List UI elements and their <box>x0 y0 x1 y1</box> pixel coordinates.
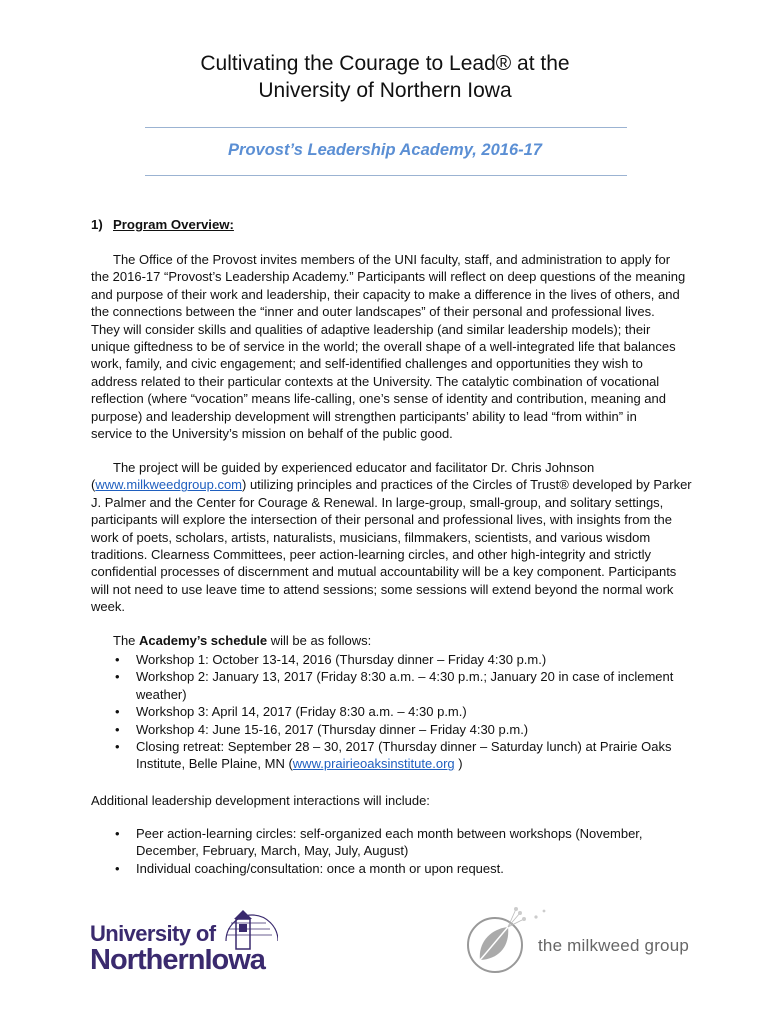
schedule-intro <box>113 632 713 649</box>
top-divider <box>145 127 627 128</box>
list-item <box>113 738 673 773</box>
title-line-1: Cultivating the Courage to Lead® at the <box>200 52 570 75</box>
bullet-icon: • <box>115 669 120 685</box>
section-title: Program Overview: <box>113 217 234 232</box>
schedule-intro-bold: Academy’s schedule <box>139 633 268 648</box>
schedule-list <box>113 651 673 773</box>
schedule-intro-line <box>113 632 713 649</box>
bottom-divider <box>145 175 627 176</box>
paragraph-line: participants will explore the intersection of their personal and professional lives, with insights from the <box>91 512 672 528</box>
paragraph-line: the connections between the “inner and outer landscapes” of their personal and professional lives. <box>91 304 655 320</box>
milkweed-logo-text: the milkweed group <box>538 936 690 955</box>
open-paren: ( <box>91 477 96 493</box>
paragraph-line: work, family, and civic engagement; and self-identified challenges and opportunities they wish to <box>91 356 643 372</box>
paragraph-line: address related to their particular contexts at the University. The catalytic combination of vocational <box>91 373 660 389</box>
list-item-text: Workshop 3: April 14, 2017 (Friday 8:30 a.m. – 4:30 p.m.) <box>136 704 467 720</box>
list-item-text: Workshop 1: October 13-14, 2016 (Thursday dinner – Friday 4:30 p.m.) <box>136 652 547 667</box>
paragraph-line: and purpose of their work and leadership, their capacity to make a difference in the lives of others, and <box>91 286 680 302</box>
bullet-icon: • <box>115 704 120 720</box>
milkweed-link[interactable]: www.milkweedgroup.com <box>95 477 243 493</box>
list-item-text: Peer action-learning circles: self-organized each month between workshops (November, <box>136 826 643 841</box>
list-item-text: December, February, March, May, July, August) <box>136 843 409 859</box>
subtitle: Provost’s Leadership Academy, 2016-17 <box>228 141 542 159</box>
list-item <box>113 703 673 720</box>
list-item-text <box>136 755 673 772</box>
uni-logo <box>88 905 278 975</box>
section-heading <box>91 217 234 232</box>
list-item <box>113 668 673 703</box>
list-item-text-post: ) <box>454 756 463 772</box>
list-item-text: weather) <box>136 686 187 702</box>
uni-logo-line-1: University of <box>90 921 216 946</box>
title-line-2: University of Northern Iowa <box>258 79 512 102</box>
document-title <box>0 50 770 104</box>
paragraph-line <box>91 476 691 493</box>
bullet-icon: • <box>115 860 120 876</box>
paragraph-line: traditions. Clearness Committees, peer action-learning circles, and other high-integrity and strictly <box>91 547 651 563</box>
bullet-icon: • <box>115 739 120 755</box>
paragraph-line: confidential processes of discernment and mutual accountability will be a key component. Participants <box>91 564 677 580</box>
list-item <box>113 651 673 668</box>
paragraph-line: work of poets, scholars, artists, naturalists, musicians, filmmakers, scientists, and various wisdom <box>91 529 651 545</box>
additional-list <box>113 825 643 877</box>
bullet-icon: • <box>115 721 120 737</box>
facilitator-paragraph <box>91 459 691 616</box>
section-number: 1) <box>91 217 103 232</box>
overview-paragraph <box>91 251 691 442</box>
additional-intro: Additional leadership development interactions will include: <box>91 793 430 808</box>
bullet-icon: • <box>115 652 120 667</box>
list-item <box>113 721 673 738</box>
paragraph-text: ) utilizing principles and practices of the Circles of Trust® developed by Parker <box>242 477 692 493</box>
schedule-intro-post: will be as follows: <box>267 633 372 648</box>
list-item-text: Workshop 2: January 13, 2017 (Friday 8:30 a.m. – 4:30 p.m.; January 20 in case of inclement <box>136 669 674 685</box>
paragraph-line: They will consider skills and qualities of adaptive leadership (and similar leadership models); their <box>91 321 651 337</box>
paragraph-line: week. <box>91 599 125 615</box>
list-item-text: Workshop 4: June 15-16, 2017 (Thursday dinner – Friday 4:30 p.m.) <box>136 721 529 737</box>
paragraph-line: service to the University’s mission on behalf of the public good. <box>91 426 453 442</box>
milkweed-pod-icon <box>468 907 545 972</box>
paragraph-line: reflection (where “vocation” means life-calling, one’s sense of identity and contribution, meaning and <box>91 391 666 407</box>
list-item-text: Closing retreat: September 28 – 30, 2017 (Thursday dinner – Saturday lunch) at Prairie Oaks <box>136 739 672 755</box>
paragraph-line: purpose) and leadership development will strengthen participants’ ability to lead “from within” in <box>91 408 637 424</box>
list-item-text-pre: Institute, Belle Plaine, MN ( <box>136 756 293 772</box>
paragraph-line: will not need to use leave time to attend sessions; some sessions will extend beyond the normal work <box>91 581 674 597</box>
list-item <box>113 860 643 877</box>
paragraph-line: J. Palmer and the Center for Courage & Renewal. In large-group, small-group, and solitary settings, <box>91 494 664 510</box>
paragraph-line: the 2016-17 “Provost’s Leadership Academy.” Participants will reflect on deep questions of the meaning <box>91 269 686 285</box>
paragraph-line: The Office of the Provost invites members of the UNI faculty, staff, and administration to apply for <box>113 252 671 267</box>
paragraph-line: unique giftedness to be of service in the world; the overall shape of a well-integrated life that balances <box>91 339 676 355</box>
paragraph-line: The project will be guided by experienced educator and facilitator Dr. Chris Johnson <box>113 460 595 475</box>
uni-logo-line-2: NorthernIowa <box>90 944 265 975</box>
list-item-text: Individual coaching/consultation: once a month or upon request. <box>136 860 504 876</box>
bullet-icon: • <box>115 826 120 841</box>
schedule-intro-pre: The <box>113 633 140 648</box>
list-item <box>113 825 643 860</box>
prairie-oaks-link[interactable]: www.prairieoaksinstitute.org <box>292 756 455 772</box>
